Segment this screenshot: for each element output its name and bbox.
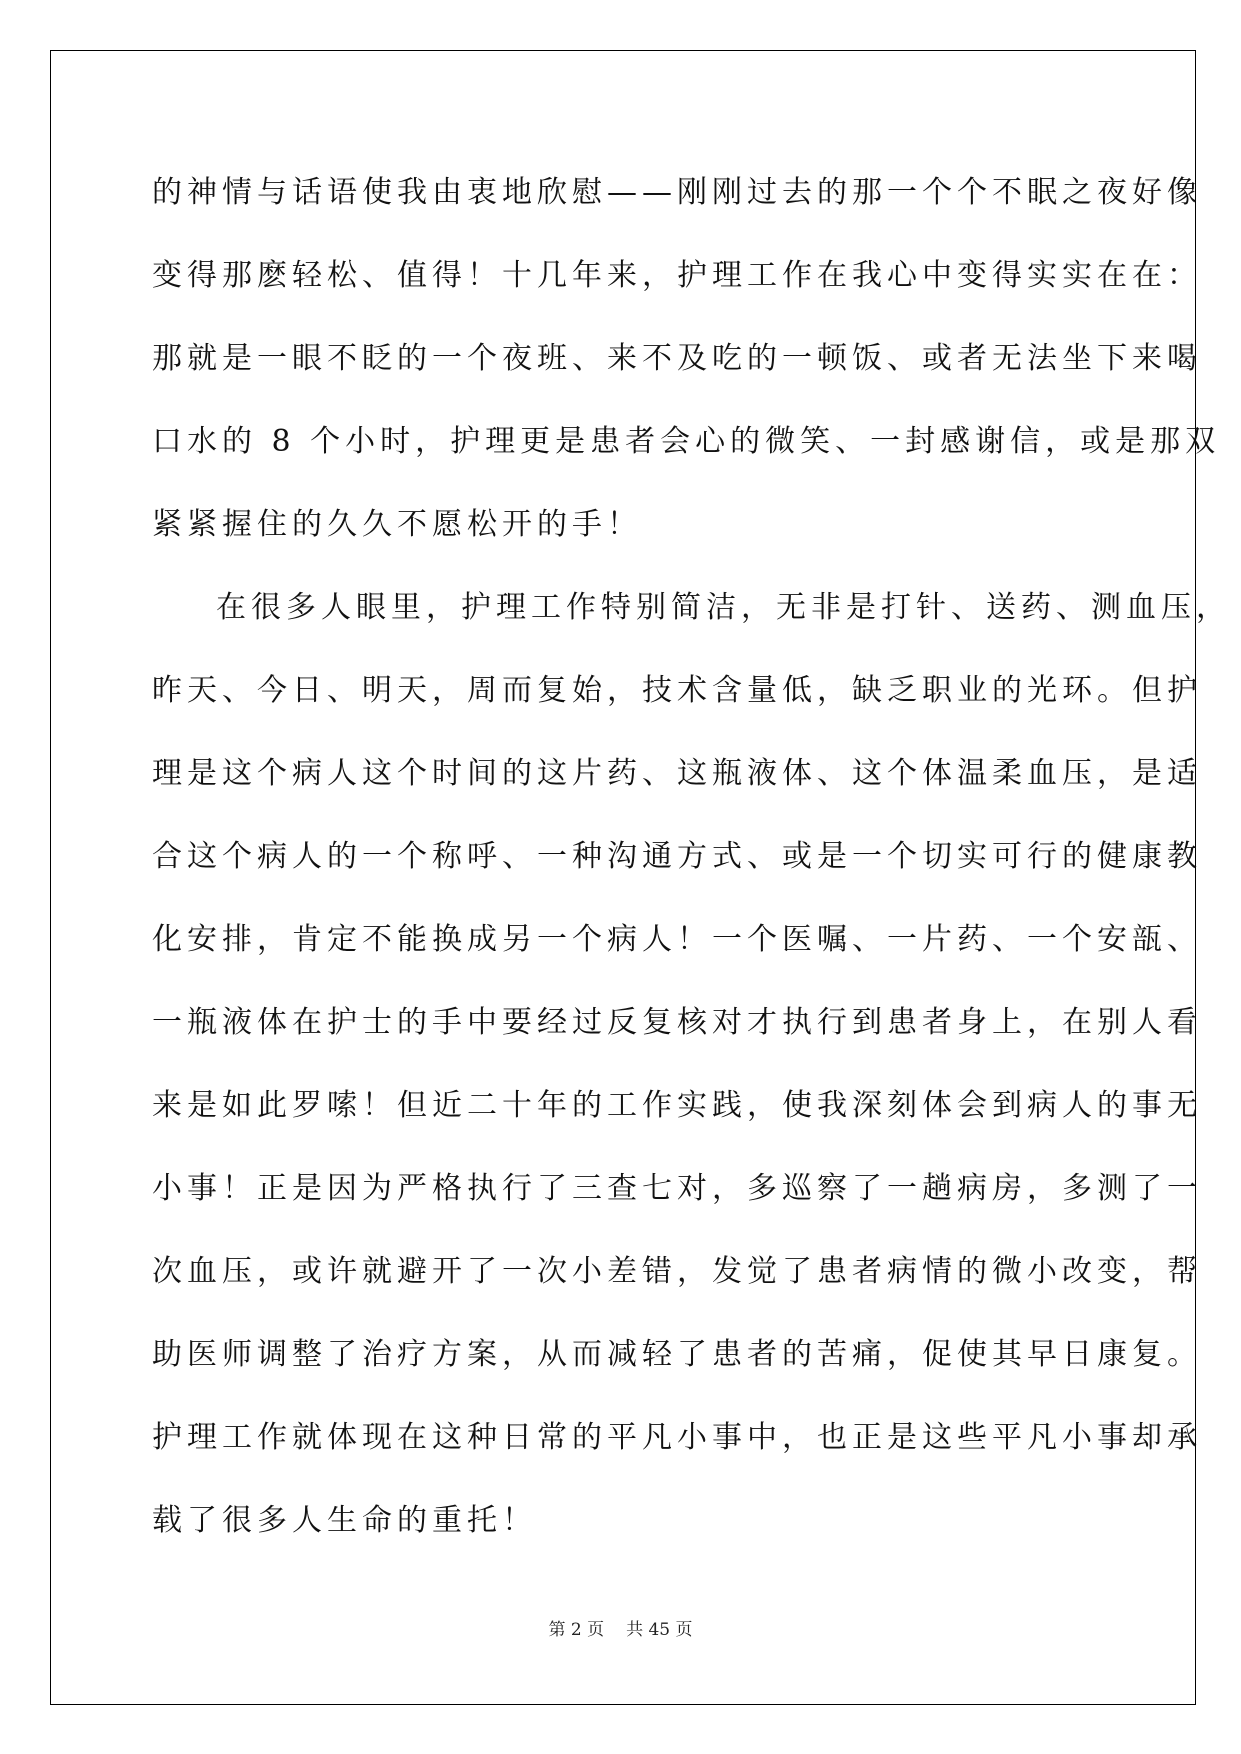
text-line-17: 载了很多人生命的重托！ <box>152 1503 537 1538</box>
text-line-16: 护理工作就体现在这种日常的平凡小事中，也正是这些平凡小事却承 <box>152 1420 1202 1455</box>
text-line-9: 合这个病人的一个称呼、一种沟通方式、或是一个切实可行的健康教 <box>152 839 1202 874</box>
text-line-13: 小事！正是因为严格执行了三查七对，多巡察了一趟病房，多测了一 <box>152 1171 1202 1206</box>
text-line-2: 变得那麽轻松、值得！十几年来，护理工作在我心中变得实实在在： <box>152 258 1202 293</box>
text-line-14: 次血压，或许就避开了一次小差错，发觉了患者病情的微小改变，帮 <box>152 1254 1202 1289</box>
text-line-12: 来是如此罗嗦！但近二十年的工作实践，使我深刻体会到病人的事无 <box>152 1088 1202 1123</box>
text-line-10: 化安排，肯定不能换成另一个病人！一个医嘱、一片药、一个安瓿、 <box>152 922 1202 957</box>
text-line-4: 口水的 8 个小时，护理更是患者会心的微笑、一封感谢信，或是那双 <box>152 424 1221 459</box>
text-line-11: 一瓶液体在护士的手中要经过反复核对才执行到患者身上，在别人看 <box>152 1005 1202 1040</box>
text-line-1: 的神情与话语使我由衷地欣慰——刚刚过去的那一个个不眠之夜好像 <box>152 175 1202 210</box>
text-line-5: 紧紧握住的久久不愿松开的手！ <box>152 507 642 542</box>
text-line-3: 那就是一眼不眨的一个夜班、来不及吃的一顿饭、或者无法坐下来喝 <box>152 341 1202 376</box>
text-line-8: 理是这个病人这个时间的这片药、这瓶液体、这个体温柔血压，是适 <box>152 756 1202 791</box>
text-line-6: 在很多人眼里，护理工作特别简洁，无非是打针、送药、测血压， <box>216 590 1231 625</box>
body-text <box>152 160 1231 1571</box>
page-footer <box>0 1615 1241 1640</box>
text-line-7: 昨天、今日、明天，周而复始，技术含量低，缺乏职业的光环。但护 <box>152 673 1202 708</box>
text-line-15: 助医师调整了治疗方案，从而减轻了患者的苦痛，促使其早日康复。 <box>152 1337 1202 1372</box>
total-pages: 共 45 页 <box>626 1620 693 1640</box>
page-number: 第 2 页 <box>548 1620 605 1640</box>
